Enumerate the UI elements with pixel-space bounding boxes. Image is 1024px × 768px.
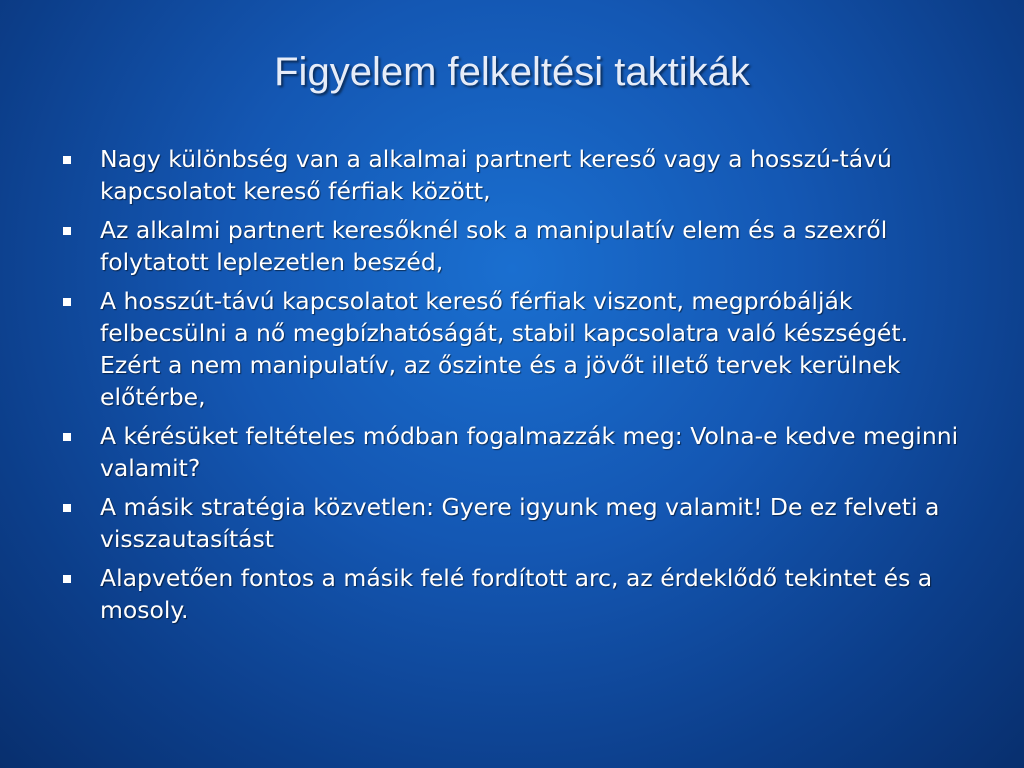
bullet-item <box>62 214 972 278</box>
bullet-text: A másik stratégia közvetlen: Gyere igyunk meg valamit! De ez felveti a visszautasítást <box>100 493 940 553</box>
bullet-text: Nagy különbség van a alkalmai partnert kereső vagy a hosszú-távú kapcsolatot kereső férfiak között, <box>100 145 892 205</box>
bullet-text: A hosszút-távú kapcsolatot kereső férfiak viszont, megpróbálják felbecsülni a nő megbízhatóságát, stabil kapcsolatra való készségét. Ezért a nem manipulatív, az őszinte és a jövőt illető tervek kerülnek előtérbe, <box>100 287 909 411</box>
square-bullet-icon <box>63 298 71 306</box>
square-bullet-icon <box>63 433 71 441</box>
bullet-list <box>62 143 972 633</box>
bullet-item <box>62 285 972 413</box>
square-bullet-icon <box>63 504 71 512</box>
bullet-text: Alapvetően fontos a másik felé fordított arc, az érdeklődő tekintet és a mosoly. <box>100 564 933 624</box>
bullet-item <box>62 143 972 207</box>
bullet-text: Az alkalmi partnert keresőknél sok a manipulatív elem és a szexről folytatott leplezetlen beszéd, <box>100 216 888 276</box>
bullet-item <box>62 420 972 484</box>
bullet-item <box>62 562 972 626</box>
square-bullet-icon <box>63 575 71 583</box>
bullet-text: A kérésüket feltételes módban fogalmazzák meg: Volna-e kedve meginni valamit? <box>100 422 959 482</box>
square-bullet-icon <box>63 227 71 235</box>
slide-title: Figyelem felkeltési taktikák <box>274 50 750 94</box>
square-bullet-icon <box>63 156 71 164</box>
bullet-item <box>62 491 972 555</box>
